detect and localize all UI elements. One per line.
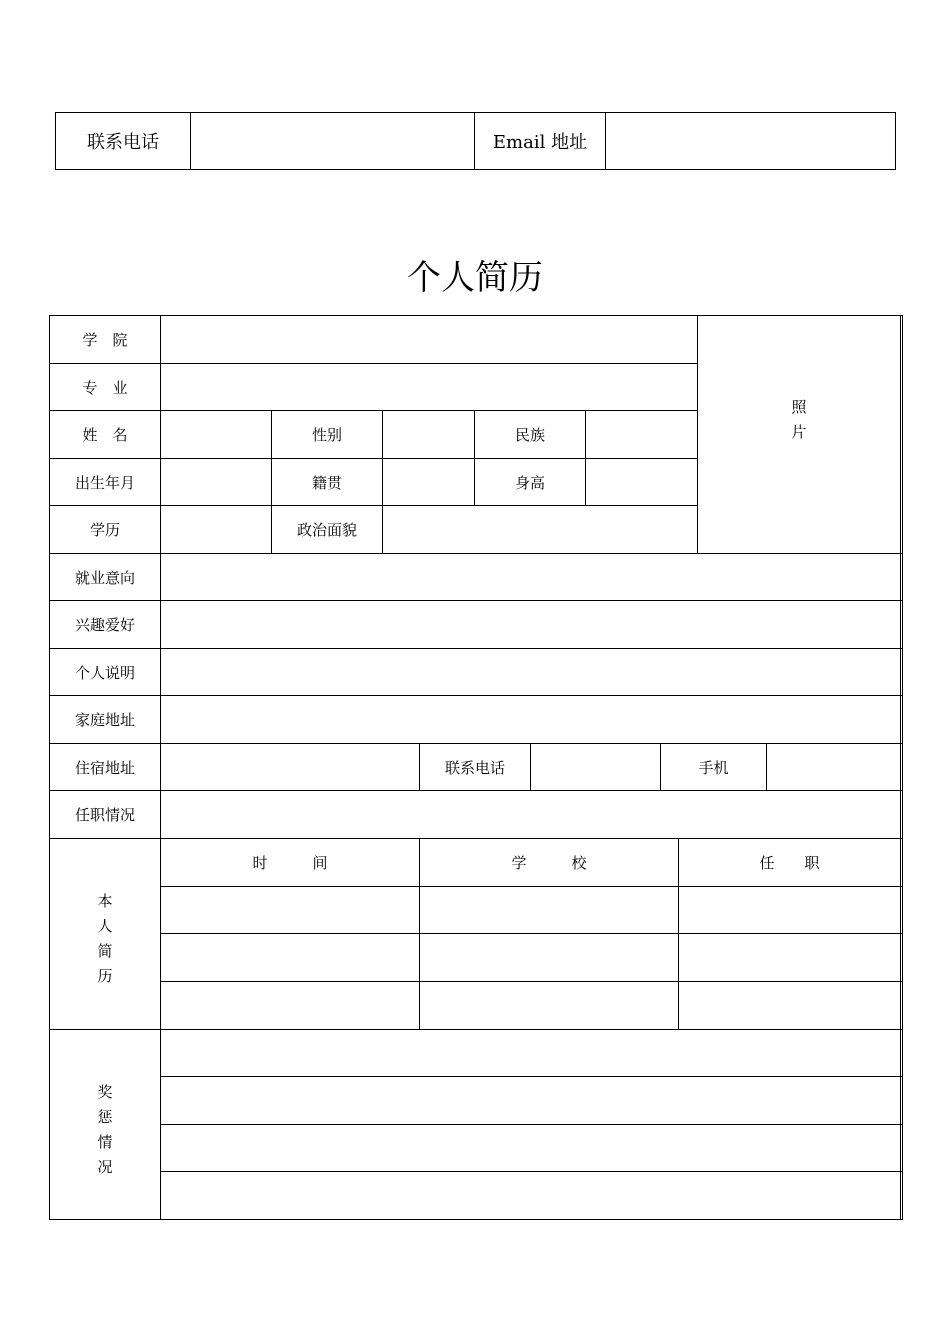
education-label: 学历	[89, 521, 120, 539]
awards-field[interactable]	[161, 1030, 900, 1076]
table-border	[55, 169, 896, 170]
dorm-address-label: 住宿地址	[74, 758, 135, 777]
history-time-field[interactable]	[161, 934, 419, 981]
ethnicity-field[interactable]	[586, 411, 697, 458]
phone-field[interactable]	[191, 113, 474, 169]
gender-field[interactable]	[383, 411, 474, 458]
major-label: 专 业	[82, 378, 128, 397]
hobby-field[interactable]	[161, 601, 900, 648]
political-field[interactable]	[383, 506, 697, 553]
birth-field[interactable]	[161, 459, 271, 505]
table-border	[902, 315, 903, 1220]
history-header-role: 任 职	[759, 854, 820, 872]
awards-label-char: 况	[97, 1157, 113, 1176]
history-school-field[interactable]	[420, 887, 678, 933]
mobile-label: 手机	[698, 758, 729, 777]
political-label: 政治面貌	[296, 521, 357, 539]
table-border	[900, 315, 901, 1220]
awards-label-char: 奖	[97, 1082, 113, 1101]
phone-label: 联系电话	[87, 132, 159, 153]
gender-label: 性别	[311, 426, 342, 444]
table-border	[895, 112, 896, 170]
position-field[interactable]	[161, 791, 900, 838]
history-label	[50, 839, 160, 1029]
statement-label: 个人说明	[74, 663, 135, 682]
origin-label: 籍贯	[311, 473, 342, 492]
employment-field[interactable]	[161, 554, 900, 600]
dorm-address-field[interactable]	[161, 744, 419, 790]
hobby-label: 兴趣爱好	[74, 616, 135, 634]
history-header-school: 学 校	[511, 854, 587, 872]
history-label-char: 本	[97, 892, 113, 910]
history-time-field[interactable]	[161, 982, 419, 1029]
photo-label-char: 片	[791, 422, 807, 441]
college-field[interactable]	[161, 316, 697, 363]
height-field[interactable]	[586, 459, 697, 505]
major-field[interactable]	[161, 364, 697, 410]
history-label-char: 人	[97, 917, 113, 935]
history-time-field[interactable]	[161, 887, 419, 933]
employment-label: 就业意向	[74, 568, 135, 587]
origin-field[interactable]	[383, 459, 474, 505]
college-label: 学 院	[82, 331, 128, 349]
table-border	[49, 1219, 903, 1220]
awards-field[interactable]	[161, 1077, 900, 1124]
history-role-field[interactable]	[679, 982, 900, 1029]
contact-phone-field[interactable]	[531, 744, 660, 790]
history-label-char: 简	[97, 942, 113, 960]
history-label-char: 历	[97, 967, 113, 985]
awards-field[interactable]	[161, 1125, 900, 1171]
awards-label-char: 情	[97, 1132, 113, 1151]
position-label: 任职情况	[74, 806, 135, 824]
history-header-time: 时 间	[252, 854, 328, 872]
history-role-field[interactable]	[679, 887, 900, 933]
page-title: 个人简历	[407, 258, 543, 298]
awards-field[interactable]	[161, 1172, 900, 1219]
contact-phone-label: 联系电话	[444, 758, 505, 777]
email-field[interactable]	[606, 113, 895, 169]
education-field[interactable]	[161, 506, 271, 553]
history-school-field[interactable]	[420, 934, 678, 981]
photo-box[interactable]	[698, 316, 900, 553]
birth-label: 出生年月	[74, 473, 135, 492]
photo-label-char: 照	[791, 397, 807, 416]
history-role-field[interactable]	[679, 934, 900, 981]
ethnicity-label: 民族	[514, 426, 545, 444]
awards-label	[50, 1030, 160, 1219]
home-address-field[interactable]	[161, 696, 900, 743]
height-label: 身高	[514, 473, 545, 492]
history-school-field[interactable]	[420, 982, 678, 1029]
name-label: 姓 名	[82, 426, 128, 444]
home-address-label: 家庭地址	[74, 711, 135, 729]
email-label: Email 地址	[492, 132, 588, 153]
name-field[interactable]	[161, 411, 271, 458]
statement-field[interactable]	[161, 649, 900, 695]
mobile-field[interactable]	[767, 744, 900, 790]
awards-label-char: 惩	[97, 1107, 113, 1126]
